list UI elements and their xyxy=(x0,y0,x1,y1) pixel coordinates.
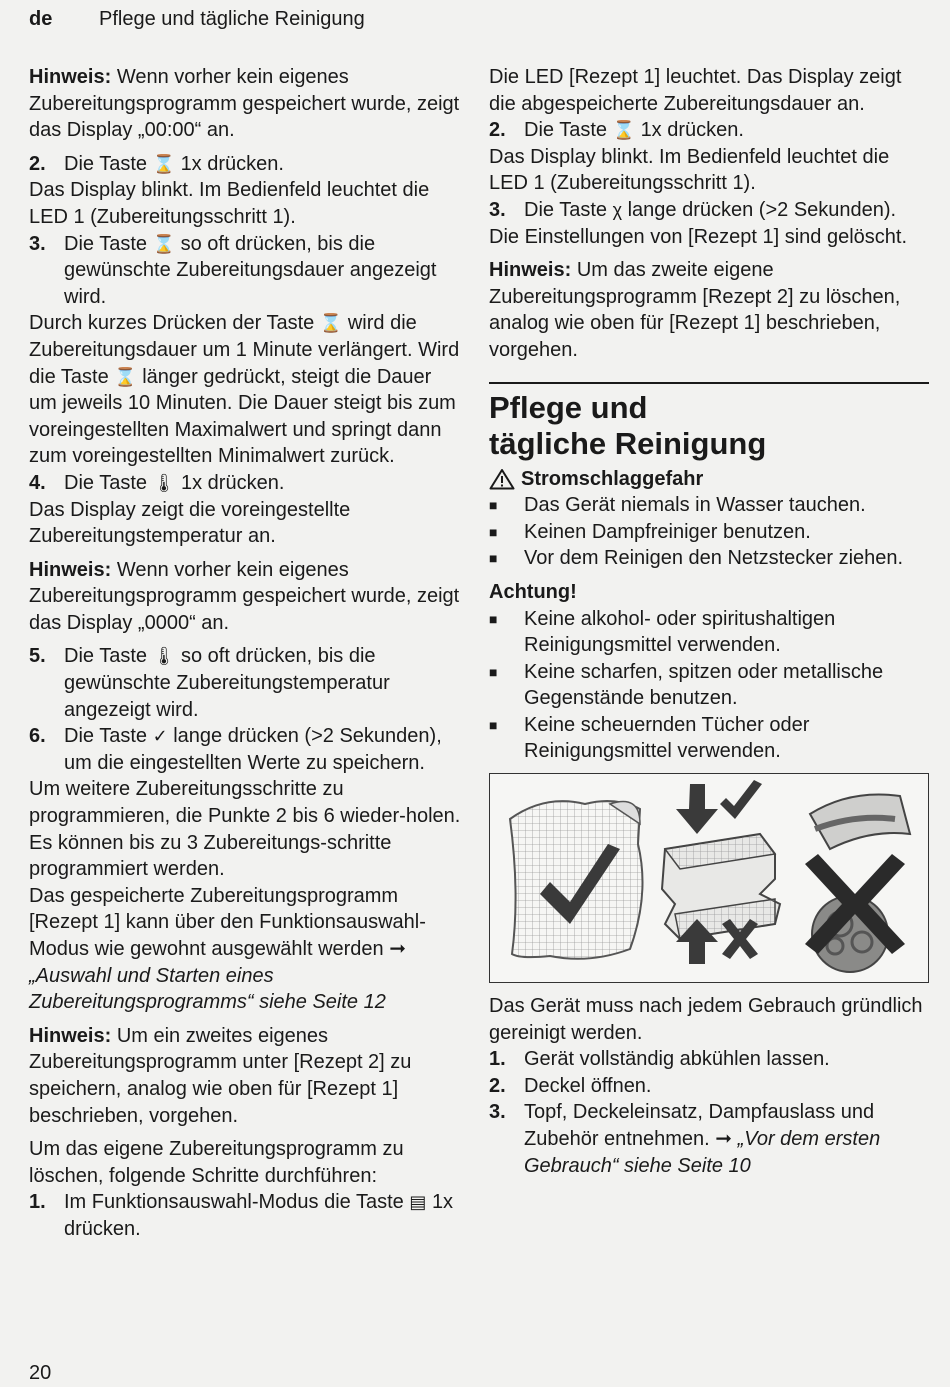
thermometer-icon: 🌡 xyxy=(152,646,176,667)
step-3: 3. Die Taste ⌛ so oft drücken, bis die gewünschte Zubereitungsdauer angezeigt wird. xyxy=(29,232,437,308)
cross-reference[interactable]: „Auswahl und Starten eines Zubereitungsprogramms“ siehe Seite 12 xyxy=(29,964,386,1014)
cross-reference[interactable]: „Vor dem ersten Gebrauch“ siehe Seite 10 xyxy=(524,1128,881,1177)
step-4: 4. Die Taste 🌡 1x drücken. xyxy=(29,471,285,494)
paragraph: Um das eigene Zubereitungsprogramm zu löschen, folgende Schritte durchführen: xyxy=(29,1138,404,1187)
checkmark-icon: ✓ xyxy=(152,726,168,747)
paragraph: Durch kurzes Drücken der Taste ⌛ wird die Zubereitungsdauer um 1 Minute verlängert. Wird die Taste ⌛ länger gedrückt, steigt die Dauer um jeweils 10 Minuten. Die Dauer steigt bis zum voreingestellten Maximalwert und springt dann zum voreingestellten Minimalwert zurück. xyxy=(29,312,460,468)
step-2: 2. Die Taste ⌛ 1x drücken. xyxy=(29,152,284,175)
arrow-right-icon: ➞ xyxy=(389,938,406,960)
warning-heading: Stromschlaggefahr xyxy=(489,466,929,493)
delete-step-2: 2. Die Taste ⌛ 1x drücken. xyxy=(489,119,744,142)
section-title: Pflege und tägliche Reinigung xyxy=(489,389,767,461)
hourglass-icon: ⌛ xyxy=(152,233,175,254)
hourglass-icon: ⌛ xyxy=(319,313,343,334)
paragraph: Die Einstellungen von [Rezept 1] sind gelöscht. xyxy=(489,225,908,248)
cleaning-illustration xyxy=(489,773,929,983)
hourglass-icon: ⌛ xyxy=(152,153,175,174)
menu-list-icon: ▤ xyxy=(409,1192,427,1213)
delete-step-1: 1. Im Funktionsauswahl-Modus die Taste ▤ 1x drücken. xyxy=(29,1191,454,1240)
header-title: Pflege und tägliche Reinigung xyxy=(99,7,365,30)
step-5: 5. Die Taste 🌡 so oft drücken, bis die gewünschte Zubereitungstemperatur angezeigt wird. xyxy=(29,645,390,721)
warning-triangle-icon xyxy=(489,468,515,490)
paragraph: Um weitere Zubereitungsschritte zu programmieren, die Punkte 2 bis 6 wieder-holen. Es können bis zu 3 Zubereitungs-schritte programmiert werden. xyxy=(29,778,461,881)
paragraph: Das Gerät muss nach jedem Gebrauch gründlich gereinigt werden. xyxy=(489,995,923,1044)
note-4: Hinweis: Um das zweite eigene Zubereitungsprogramm [Rezept 2] zu löschen, analog wie oben für [Rezept 1] beschrieben, vorgehen. xyxy=(489,259,901,361)
left-column xyxy=(29,64,461,1243)
sponge-soft-side-allowed-image xyxy=(662,780,780,964)
clean-step-3: 3. Topf, Deckeleinsatz, Dampfauslass und Zubehör entnehmen. ➞ „Vor dem ersten Gebrauch“ siehe Seite 10 xyxy=(489,1101,881,1177)
list-item: ■ Keine scharfen, spitzen oder metallische Gegenstände benutzen. xyxy=(489,660,884,710)
delete-step-3: 3. Die Taste χ lange drücken (>2 Sekunden). xyxy=(489,198,897,221)
x-icon: χ xyxy=(612,199,623,220)
paragraph: Das Display blinkt. Im Bedienfeld leuchtet die LED 1 (Zubereitungsschritt 1). xyxy=(489,145,890,195)
note-3: Hinweis: Um ein zweites eigenes Zubereitungsprogramm unter [Rezept 2] zu speichern, analog wie oben für [Rezept 1] beschrieben, vorgehen. xyxy=(29,1024,412,1127)
clean-step-1: 1. Gerät vollständig abkühlen lassen. xyxy=(489,1048,830,1071)
page-number: 20 xyxy=(29,1362,52,1384)
caution-heading: Achtung! xyxy=(489,580,577,603)
hourglass-icon: ⌛ xyxy=(114,366,137,387)
list-item: ■ Keine alkohol- oder spiritushaltigen Reinigungsmittel verwenden. xyxy=(489,607,836,657)
clean-step-2: 2. Deckel öffnen. xyxy=(489,1074,652,1097)
page-header xyxy=(29,5,365,33)
paragraph: Das Display zeigt die voreingestellte Zubereitungstemperatur an. xyxy=(29,498,351,548)
hourglass-icon: ⌛ xyxy=(612,120,635,141)
list-item: ■ Keinen Dampfreiniger benutzen. xyxy=(489,520,811,543)
thermometer-icon: 🌡 xyxy=(152,472,176,493)
language-code: de xyxy=(29,7,53,30)
note-2: Hinweis: Wenn vorher kein eigenes Zubereitungsprogramm gespeichert wurde, zeigt das Display „0000“ an. xyxy=(29,558,460,634)
right-column xyxy=(489,64,929,1179)
cloth-allowed-image xyxy=(510,801,643,959)
list-item: ■ Keine scheuernden Tücher oder Reinigungsmittel verwenden. xyxy=(489,713,810,763)
list-item: ■ Das Gerät niemals in Wasser tauchen. xyxy=(489,494,866,517)
paragraph: Das gespeicherte Zubereitungsprogramm [Rezept 1] kann über den Funktionsauswahl-Modus wie gewohnt ausgewählt werden ➞ „Auswahl und Starten eines Zubereitungsprogramms“ siehe Seite 12 xyxy=(29,884,426,1014)
list-item: ■ Vor dem Reinigen den Netzstecker ziehen. xyxy=(489,547,904,570)
abrasive-tools-not-allowed-image xyxy=(805,795,910,973)
paragraph: Das Display blinkt. Im Bedienfeld leuchtet die LED 1 (Zubereitungsschritt 1). xyxy=(29,179,430,228)
arrow-right-icon: ➞ xyxy=(715,1128,733,1151)
section-divider xyxy=(489,382,929,384)
paragraph: Die LED [Rezept 1] leuchtet. Das Display zeigt die abgespeicherte Zubereitungsdauer an. xyxy=(489,66,902,115)
note-1: Hinweis: Wenn vorher kein eigenes Zubereitungsprogramm gespeichert wurde, zeigt das Display „00:00“ an. xyxy=(29,66,460,142)
step-6: 6. Die Taste ✓ lange drücken (>2 Sekunden), um die eingestellten Werte zu speichern. xyxy=(29,725,442,774)
